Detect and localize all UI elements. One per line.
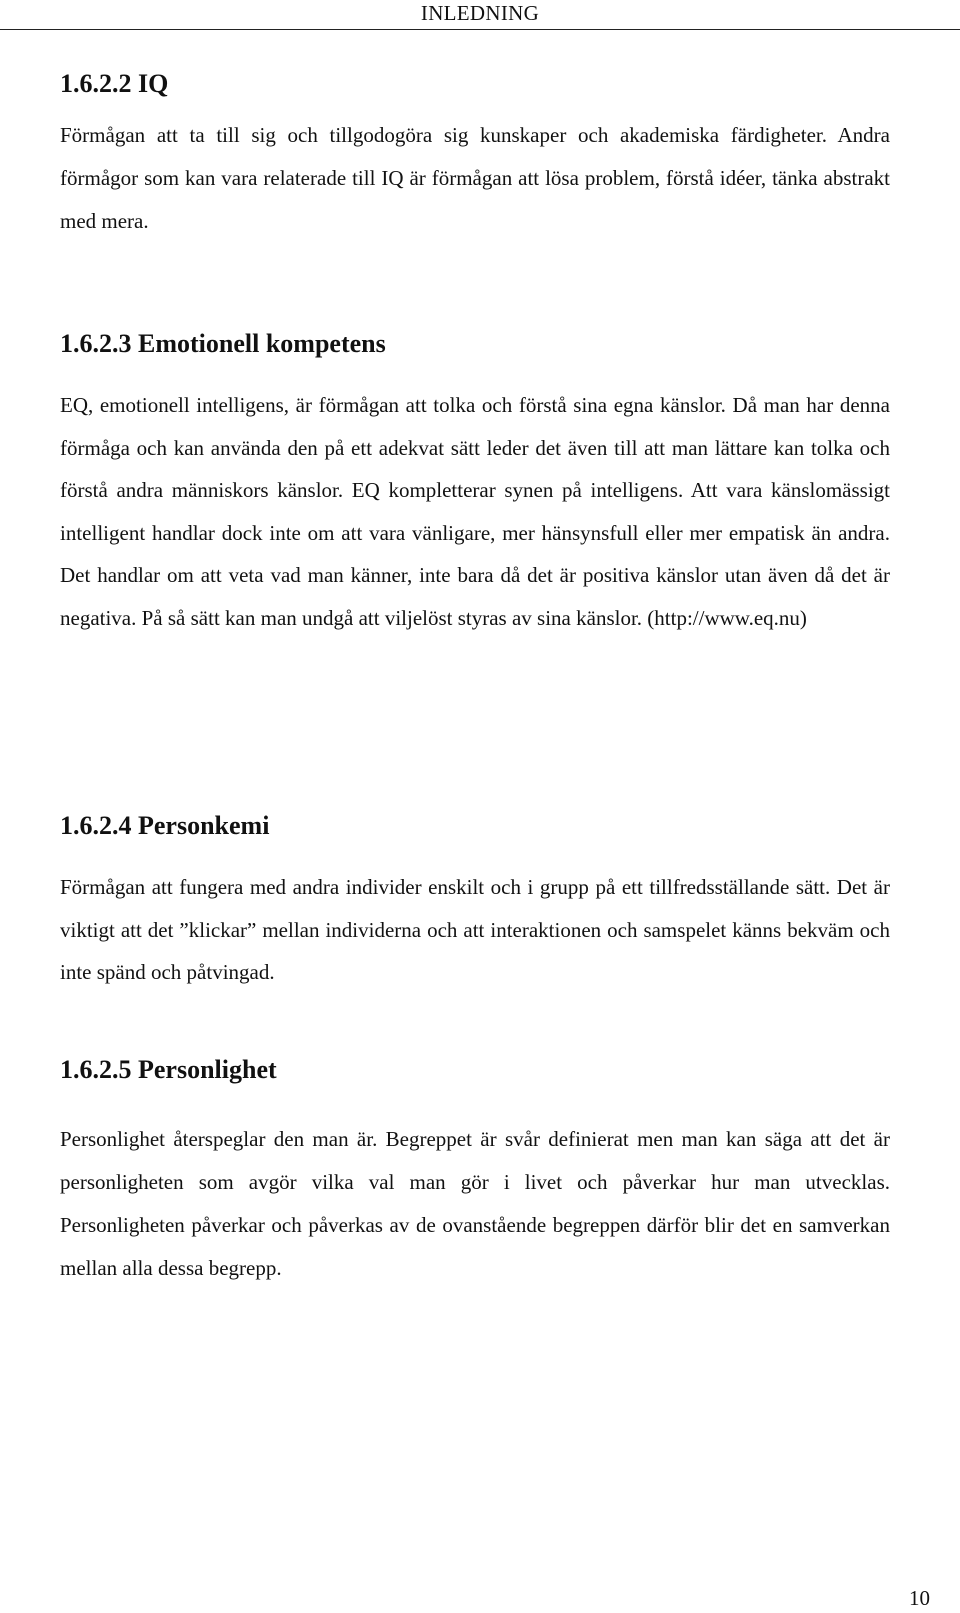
header-divider: [0, 29, 960, 30]
section-paragraph: Personlighet återspeglar den man är. Begreppet är svår definierat men man kan säga att det är personligheten som avgör vilka val man gör i livet och påverkar hur man utvecklas. Personligheten påverkar och påverkas av de ovanstående begreppen därför blir det en samverkan mellan alla dessa begrepp.: [60, 1127, 890, 1280]
section-heading: 1.6.2.4 Personkemi: [60, 811, 270, 840]
running-header: [0, 0, 960, 30]
section-personlighet: [60, 1054, 890, 1290]
section-heading: 1.6.2.3 Emotionell kompetens: [60, 329, 386, 358]
section-heading: 1.6.2.2 IQ: [60, 69, 169, 98]
section-paragraph: EQ, emotionell intelligens, är förmågan att tolka och förstå sina egna känslor. Då man har denna förmåga och kan använda den på ett adekvat sätt leder det även till att man lättare kan tolka och förstå andra människors känslor. EQ kompletterar synen på intelligens. Att vara känslomässigt intelligent handlar dock inte om att vara vänligare, mer hänsynsfull eller mer empatisk än andra. Det handlar om att veta vad man känner, inte bara då det är positiva känslor utan även då det är negativa. På så sätt kan man undgå att viljelöst styras av sina känslor. (http://www.eq.nu): [60, 393, 890, 630]
section-heading: 1.6.2.5 Personlighet: [60, 1055, 277, 1084]
section-paragraph: Förmågan att fungera med andra individer enskilt och i grupp på ett tillfredsställande sätt. Det är viktigt att det ”klickar” mellan individerna och att interaktionen och samspelet känns bekväm och inte spänd och påtvingad.: [60, 875, 890, 984]
header-title: INLEDNING: [420, 1, 540, 25]
page-number: 10: [909, 1586, 930, 1610]
section-iq: [60, 68, 890, 243]
section-emotionell-kompetens: [60, 328, 890, 639]
section-paragraph: Förmågan att ta till sig och tillgodogöra sig kunskaper och akademiska färdigheter. Andra förmågor som kan vara relaterade till IQ är förmågan att lösa problem, förstå idéer, tänka abstrakt med mera.: [60, 123, 890, 233]
section-personkemi: [60, 810, 890, 994]
